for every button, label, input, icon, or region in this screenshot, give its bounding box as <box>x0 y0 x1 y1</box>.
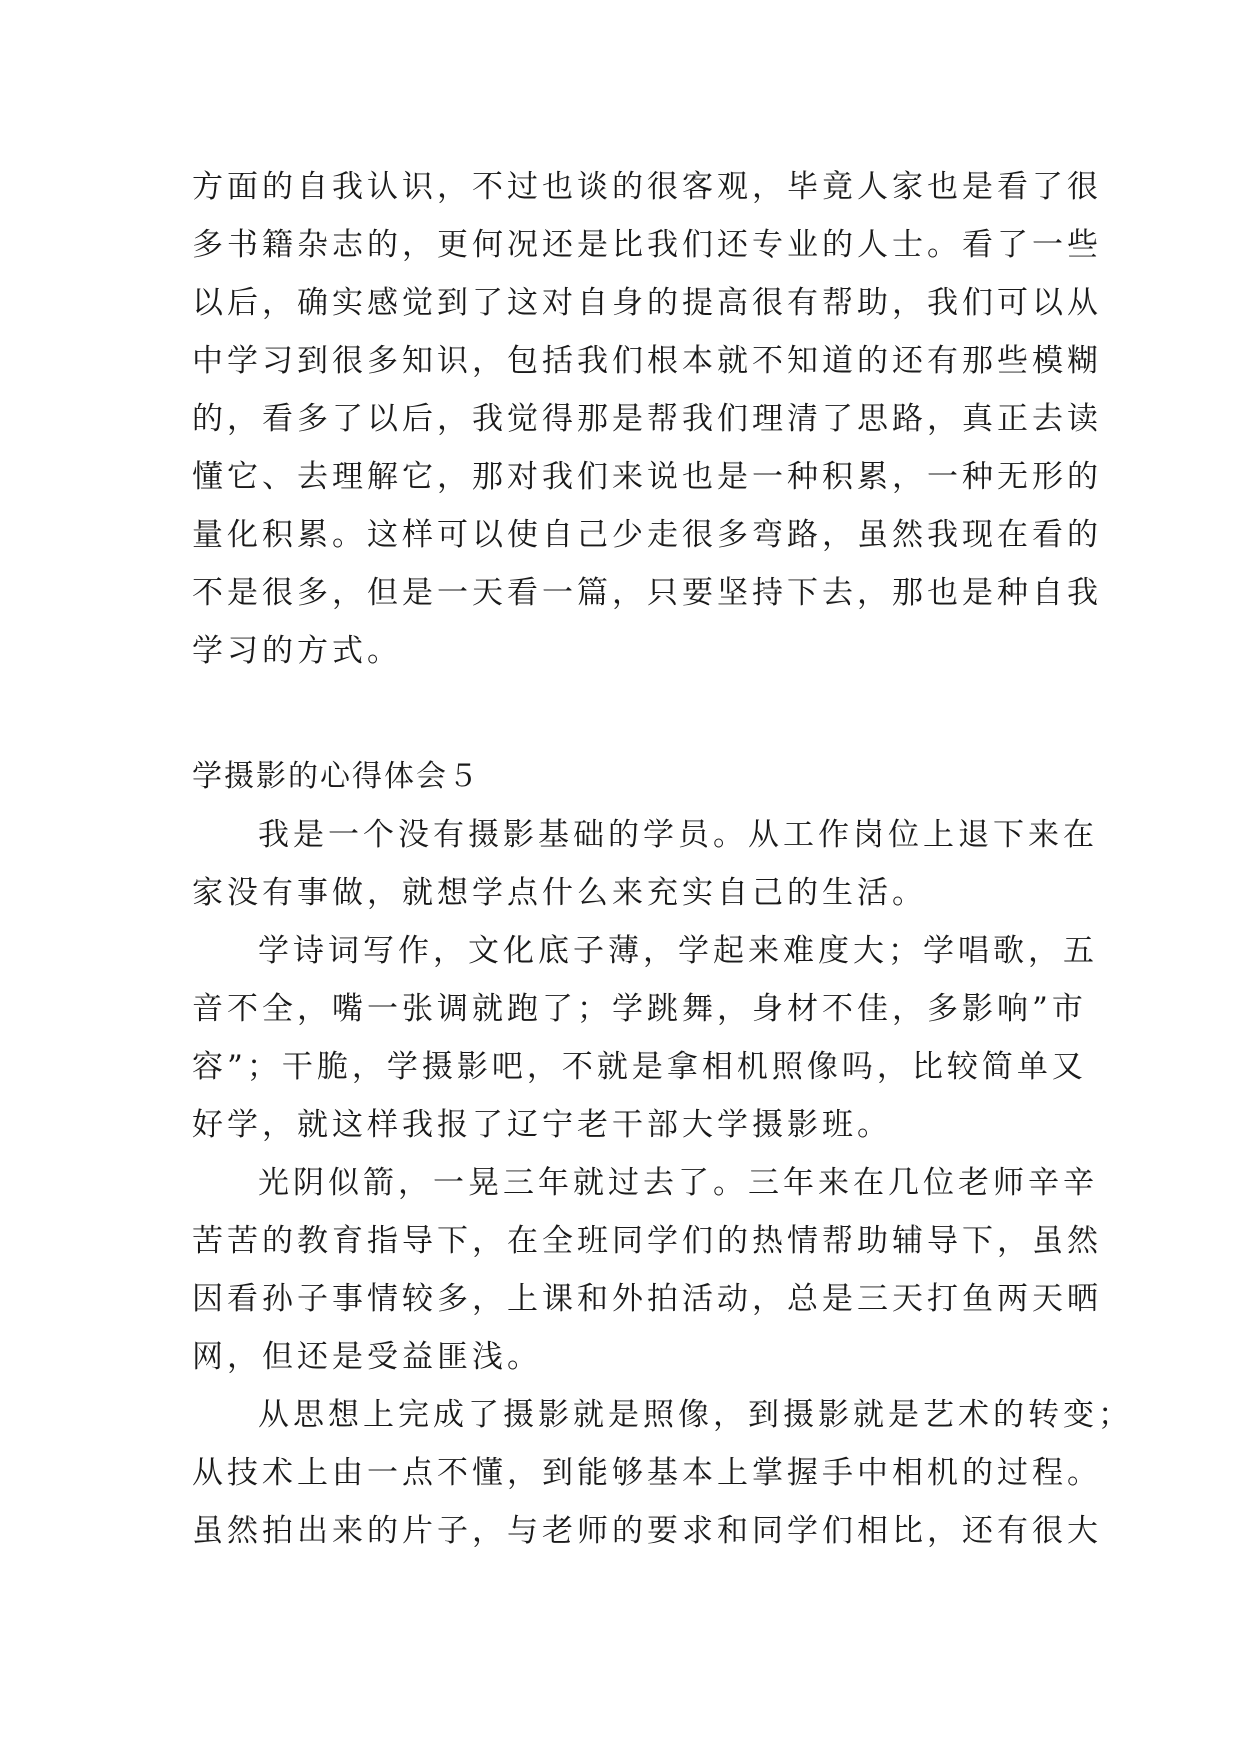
paragraph-1-line-5: 的，看多了以后，我觉得那是帮我们理清了思路，真正去读 <box>192 401 1102 437</box>
paragraph-1-line-6: 懂它、去理解它，那对我们来说也是一种积累，一种无形的 <box>192 459 1102 495</box>
paragraph-5 <box>192 1386 1133 1560</box>
paragraph-3-line-2: 音不全，嘴一张调就跑了；学跳舞，身材不佳，多影响”市 <box>192 991 1087 1027</box>
paragraph-1 <box>192 158 1102 680</box>
paragraph-1-line-2: 多书籍杂志的，更何况还是比我们还专业的人士。看了一些 <box>192 227 1102 263</box>
paragraph-4 <box>192 1154 1102 1386</box>
paragraph-4-line-4: 网，但还是受益匪浅。 <box>192 1339 542 1375</box>
paragraph-4-line-2: 苦苦的教育指导下，在全班同学们的热情帮助辅导下，虽然 <box>192 1223 1102 1259</box>
paragraph-3-line-1: 学诗词写作，文化底子薄，学起来难度大；学唱歌，五 <box>258 933 1098 969</box>
paragraph-4-line-3: 因看孙子事情较多，上课和外拍活动，总是三天打鱼两天晒 <box>192 1281 1102 1317</box>
section-body <box>192 806 1133 1560</box>
paragraph-2-line-2: 家没有事做，就想学点什么来充实自己的生活。 <box>192 875 927 911</box>
paragraph-1-line-7: 量化积累。这样可以使自己少走很多弯路，虽然我现在看的 <box>192 517 1102 553</box>
section-heading: 学摄影的心得体会５ <box>192 759 480 794</box>
paragraph-3 <box>192 922 1098 1154</box>
paragraph-3-line-4: 好学，就这样我报了辽宁老干部大学摄影班。 <box>192 1107 892 1143</box>
paragraph-2 <box>192 806 1098 922</box>
paragraph-1-line-4: 中学习到很多知识，包括我们根本就不知道的还有那些模糊 <box>192 343 1102 379</box>
paragraph-4-line-1: 光阴似箭，一晃三年就过去了。三年来在几位老师辛辛 <box>258 1165 1098 1201</box>
paragraph-1-line-8: 不是很多，但是一天看一篇，只要坚持下去，那也是种自我 <box>192 575 1102 611</box>
paragraph-5-line-1: 从思想上完成了摄影就是照像，到摄影就是艺术的转变； <box>258 1397 1133 1433</box>
paragraph-1-line-3: 以后，确实感觉到了这对自身的提高很有帮助，我们可以从 <box>192 285 1102 321</box>
paragraph-5-line-3: 虽然拍出来的片子，与老师的要求和同学们相比，还有很大 <box>192 1513 1102 1549</box>
paragraph-1-line-1: 方面的自我认识，不过也谈的很客观，毕竟人家也是看了很 <box>192 169 1102 205</box>
paragraph-1-line-9: 学习的方式。 <box>192 633 402 669</box>
paragraph-5-line-2: 从技术上由一点不懂，到能够基本上掌握手中相机的过程。 <box>192 1455 1102 1491</box>
paragraph-3-line-3: 容”；干脆，学摄影吧，不就是拿相机照像吗，比较简单又 <box>192 1049 1087 1085</box>
paragraph-2-line-1: 我是一个没有摄影基础的学员。从工作岗位上退下来在 <box>258 817 1098 853</box>
